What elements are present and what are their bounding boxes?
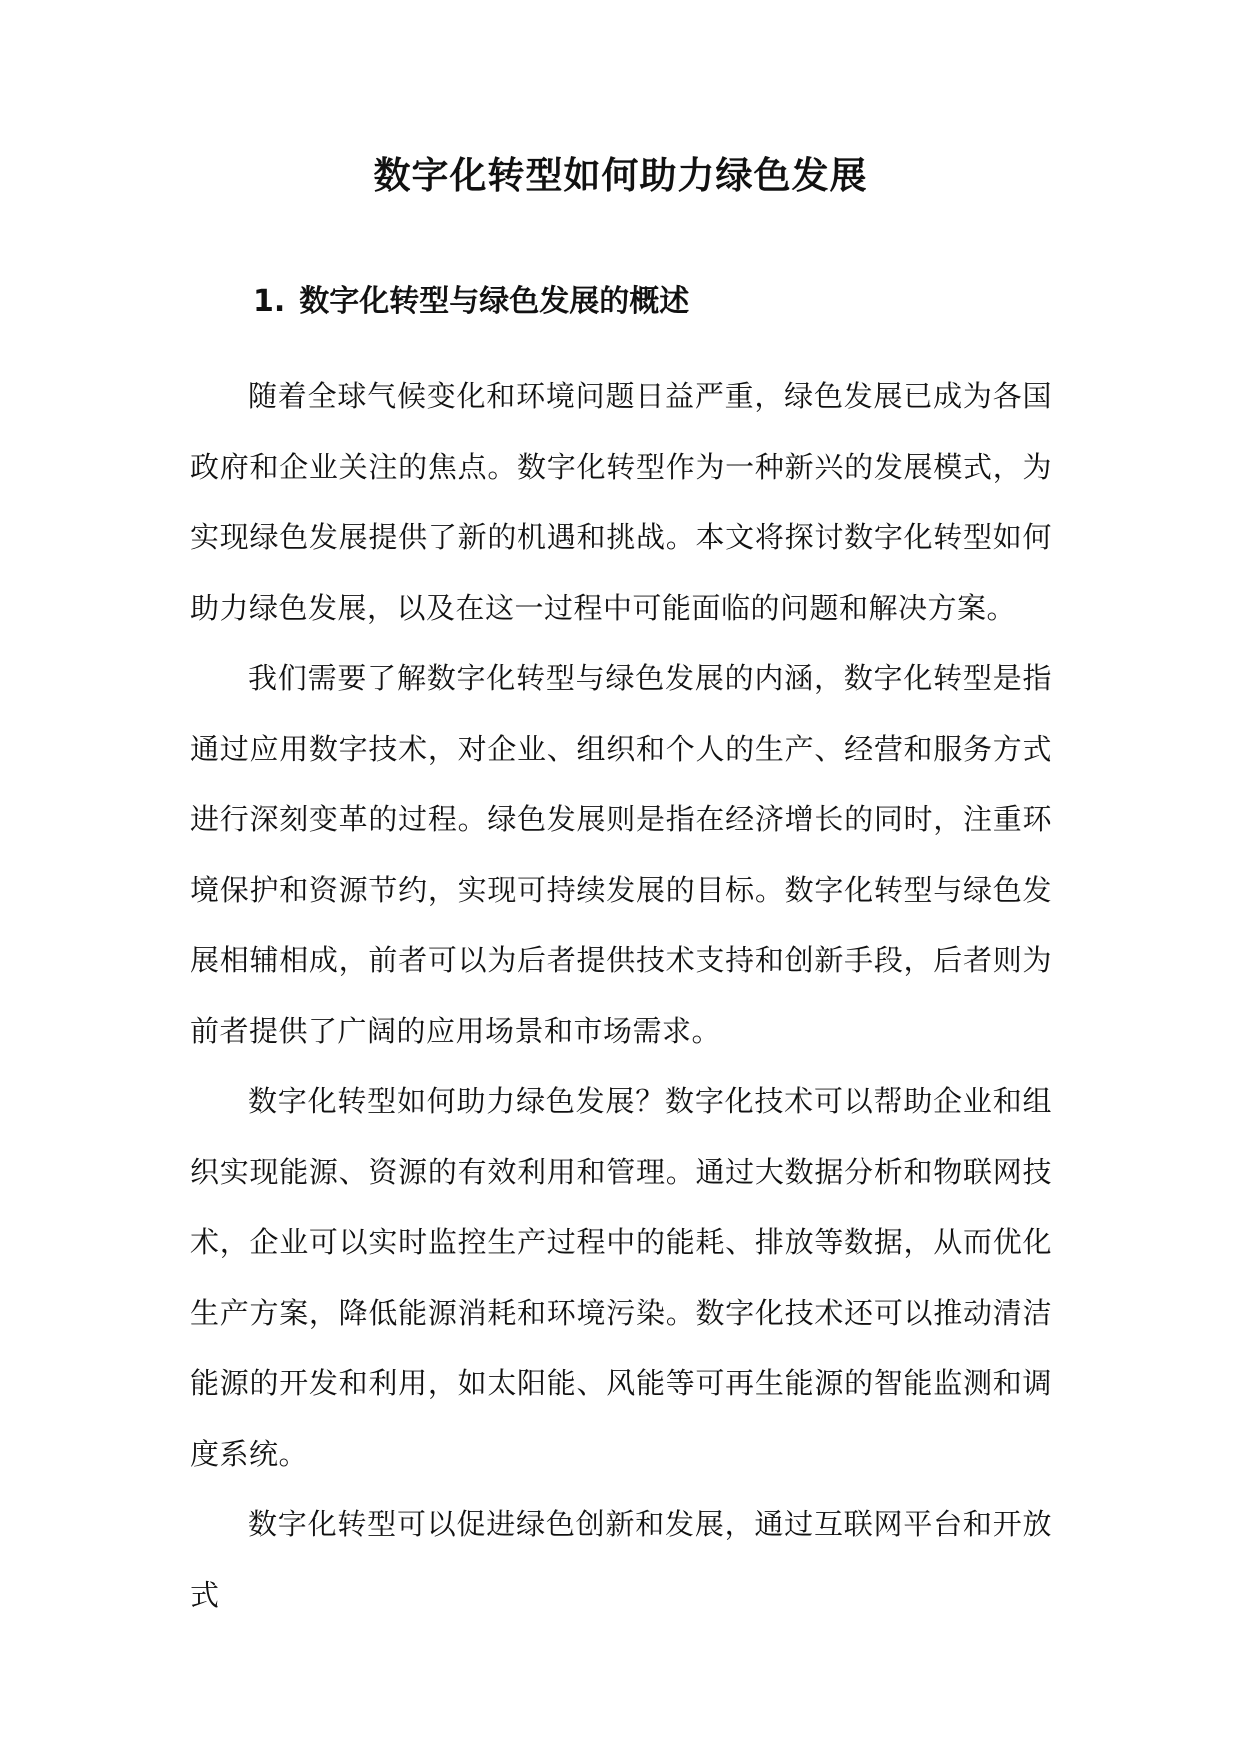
section-heading — [253, 280, 689, 324]
paragraph: 我们需要了解数字化转型与绿色发展的内涵，数字化转型是指通过应用数字技术，对企业、组织和个人的生产、经营和服务方式进行深刻变革的过程。绿色发展则是指在经济增长的同时，注重环境保护和资源节约，实现可持续发展的目标。数字化转型与绿色发展相辅相成，前者可以为后者提供技术支持和创新手段，后者则为前者提供了广阔的应用场景和市场需求。 — [190, 661, 1052, 1048]
body-text — [190, 361, 1052, 1630]
document-title: 数字化转型如何助力绿色发展 — [373, 154, 868, 197]
paragraph: 数字化转型可以促进绿色创新和发展，通过互联网平台和开放式 — [190, 1507, 1052, 1612]
paragraph: 数字化转型如何助力绿色发展？数字化技术可以帮助企业和组织实现能源、资源的有效利用和管理。通过大数据分析和物联网技术，企业可以实时监控生产过程中的能耗、排放等数据，从而优化生产方案，降低能源消耗和环境污染。数字化技术还可以推动清洁能源的开发和利用，如太阳能、风能等可再生能源的智能监测和调度系统。 — [190, 1084, 1052, 1471]
section-heading-text: 数字化转型与绿色发展的概述 — [299, 284, 690, 319]
section-number: 1. — [253, 284, 286, 319]
paragraph: 随着全球气候变化和环境问题日益严重，绿色发展已成为各国政府和企业关注的焦点。数字化转型作为一种新兴的发展模式，为实现绿色发展提供了新的机遇和挑战。本文将探讨数字化转型如何助力绿色发展，以及在这一过程中可能面临的问题和解决方案。 — [190, 379, 1052, 625]
